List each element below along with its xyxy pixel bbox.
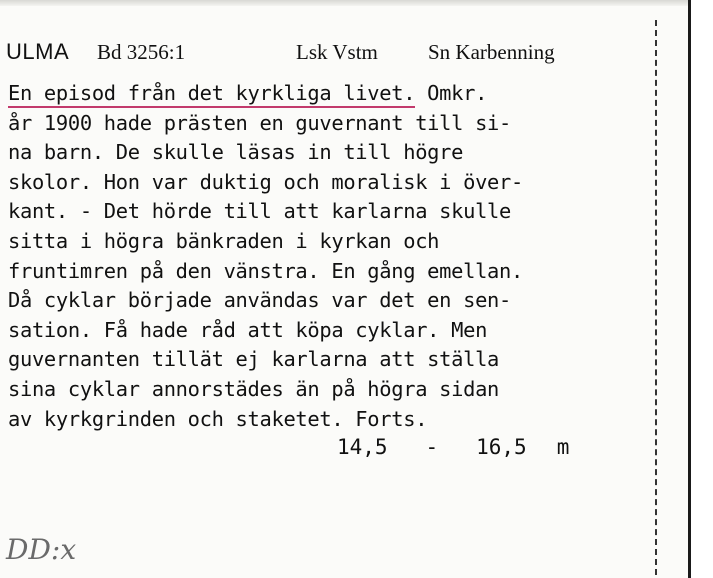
measure-to: 16,5 bbox=[476, 435, 527, 459]
text-line: skolor. Hon var duktig och moralisk i över- bbox=[8, 169, 523, 194]
text-line: na barn. De skulle läsas in till högre bbox=[8, 140, 464, 165]
text-line: Då cyklar började användas var det en sen- bbox=[8, 288, 512, 313]
recording-measure bbox=[337, 432, 569, 462]
perforation-line bbox=[655, 20, 657, 575]
measure-from: 14,5 bbox=[337, 435, 388, 459]
card-body-text bbox=[8, 79, 648, 434]
text-line bbox=[8, 79, 648, 109]
parish-name: Sn Karbenning bbox=[428, 40, 555, 64]
text-line: kant. - Det hörde till att karlarna skulle bbox=[8, 199, 512, 224]
reference-number: Bd 3256:1 bbox=[97, 40, 186, 64]
text-line-continuation: Omkr. bbox=[415, 81, 488, 105]
card-top-edge bbox=[0, 0, 713, 6]
measure-dash: - bbox=[425, 435, 439, 459]
region-code: Lsk Vstm bbox=[296, 40, 378, 64]
handwritten-annotation: DD:x bbox=[6, 533, 77, 566]
text-line: sation. Få hade råd att köpa cyklar. Men bbox=[8, 317, 488, 342]
text-line: år 1900 hade prästen en guvernant till si- bbox=[8, 110, 512, 135]
text-line: sitta i högra bänkraden i kyrkan och bbox=[8, 228, 440, 253]
archive-code: ULMA bbox=[6, 39, 70, 64]
text-line: sina cyklar annorstädes än på högra sidan bbox=[8, 376, 500, 401]
story-title: En episod från det kyrkliga livet. bbox=[8, 81, 415, 108]
text-line: guvernanten tillät ej karlarna att ställa bbox=[8, 347, 500, 372]
measure-unit: m bbox=[556, 435, 570, 459]
text-line: fruntimren på den vänstra. En gång emellan. bbox=[8, 258, 523, 283]
text-line: av kyrkgrinden och staketet. Forts. bbox=[8, 406, 428, 431]
card-right-margin bbox=[688, 0, 713, 578]
